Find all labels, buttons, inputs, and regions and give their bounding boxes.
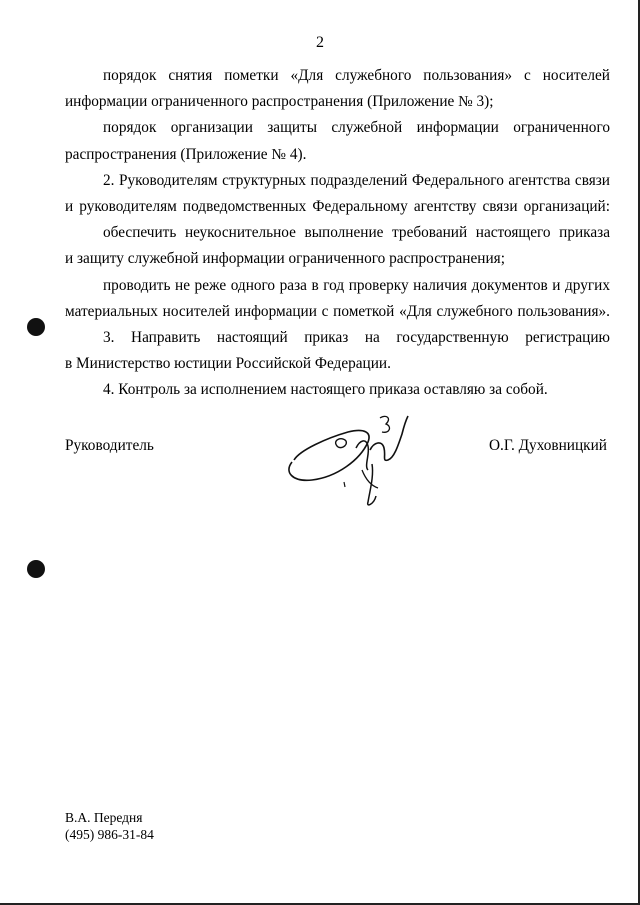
executor-phone: (495) 986-31-84	[65, 827, 154, 842]
item-removal-order-line-2: информации ограниченного распространения (Приложение № 3);	[65, 93, 494, 111]
clause-2-ensure-line-1: обеспечить неукоснительное выполнение требований настоящего приказа	[103, 224, 610, 242]
clause-3-line-2: в Министерство юстиции Российской Федерации.	[65, 355, 391, 373]
clause-2-line-1: 2. Руководителям структурных подразделений Федерального агентства связи	[103, 171, 610, 189]
executor-footer	[65, 809, 154, 843]
item-protection-order-line-2: распространения (Приложение № 4).	[65, 145, 307, 163]
page-number: 2	[316, 34, 324, 51]
clause-2-check-line-2: материальных носителей информации с пометкой «Для служебного пользования».	[65, 302, 610, 320]
item-removal-order-line-1: порядок снятия пометки «Для служебного пользования» с носителей	[103, 67, 610, 84]
clause-3-line-1: 3. Направить настоящий приказ на государственную регистрацию	[103, 329, 610, 347]
item-protection-order-line-1: порядок организации защиты служебной информации ограниченного	[103, 119, 610, 137]
clause-4-line-1: 4. Контроль за исполнением настоящего приказа оставляю за собой.	[103, 381, 548, 399]
signatory-name: О.Г. Духовницкий	[488, 437, 607, 454]
clause-2-check-line-1: проводить не реже одного раза в год проверку наличия документов и других	[103, 276, 610, 294]
executor-name: В.А. Передня	[65, 810, 143, 825]
clause-2-ensure-line-2: и защиту служебной информации ограниченного распространения;	[65, 250, 505, 268]
punch-hole-mark	[27, 318, 45, 336]
handwritten-signature	[282, 410, 422, 510]
clause-2-line-2: и руководителям подведомственных Федеральному агентству связи организаций:	[65, 198, 610, 216]
punch-hole-mark	[27, 560, 45, 578]
signatory-title: Руководитель	[65, 437, 154, 454]
document-body	[65, 63, 610, 404]
